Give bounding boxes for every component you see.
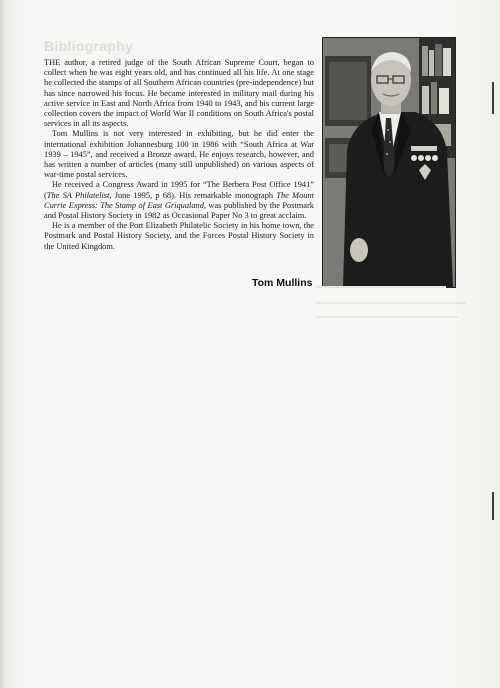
show-through-line (316, 316, 458, 318)
author-signature: Tom Mullins (252, 277, 313, 289)
show-through-line (316, 302, 466, 304)
bio-paragraph-3 (44, 180, 314, 221)
monograph-title: The Mount Currie Express: The Stamp of East Griqualand, (44, 190, 314, 210)
bio-text: June 1995, p 68). His remarkable monograph (111, 190, 277, 200)
bio-paragraph-2 (44, 129, 314, 180)
bio-text: He is a member of the Port Elizabeth Philatelic Society in his home town, the Postmark and Postal History Society, and the Forces Postal History Society in the United Kingdom. (44, 221, 314, 251)
portrait-illustration (323, 38, 455, 287)
bio-text: THE author, a retired judge of the South African Supreme Court, began to collect when he was eight years old, and has continued all his life. At one stage he collected the stamps of all Southern African countries (pre-independence) but has since narrowed his focus. He became interested in military mail during his active service in East and North Africa from 1940 to 1943, and his current large collection covers the impact of World War II conditions on South Africa's postal services in all its aspects. (44, 58, 314, 129)
page-edge-shadow (0, 0, 6, 688)
binding-mark (492, 82, 494, 114)
binding-mark (492, 492, 494, 520)
show-through-line (316, 286, 446, 288)
author-biography (44, 58, 314, 252)
journal-title: The SA Philatelist, (46, 190, 112, 200)
bio-text: was published by the Postmark and Postal History Society in 1982 as Occasional Paper No 3 to great acclaim. (44, 200, 314, 221)
section-heading: Bibliography (44, 38, 134, 54)
bio-text: He received a Congress Award in 1995 for “The Berbera Post Office 1941” ( (44, 180, 314, 200)
bio-paragraph-1 (44, 58, 314, 129)
bio-text: Tom Mullins is not very interested in exhibiting, but he did enter the international exhibition Johannesburg 100 in 1986 with “South Africa at War 1939 – 1945”, and received a Bronze award. He enjoys research, however, and has written a number of articles (many still unpublished) on various aspects of war-time postal services. (44, 129, 314, 180)
author-photo (322, 37, 456, 288)
bio-paragraph-4 (44, 221, 314, 252)
